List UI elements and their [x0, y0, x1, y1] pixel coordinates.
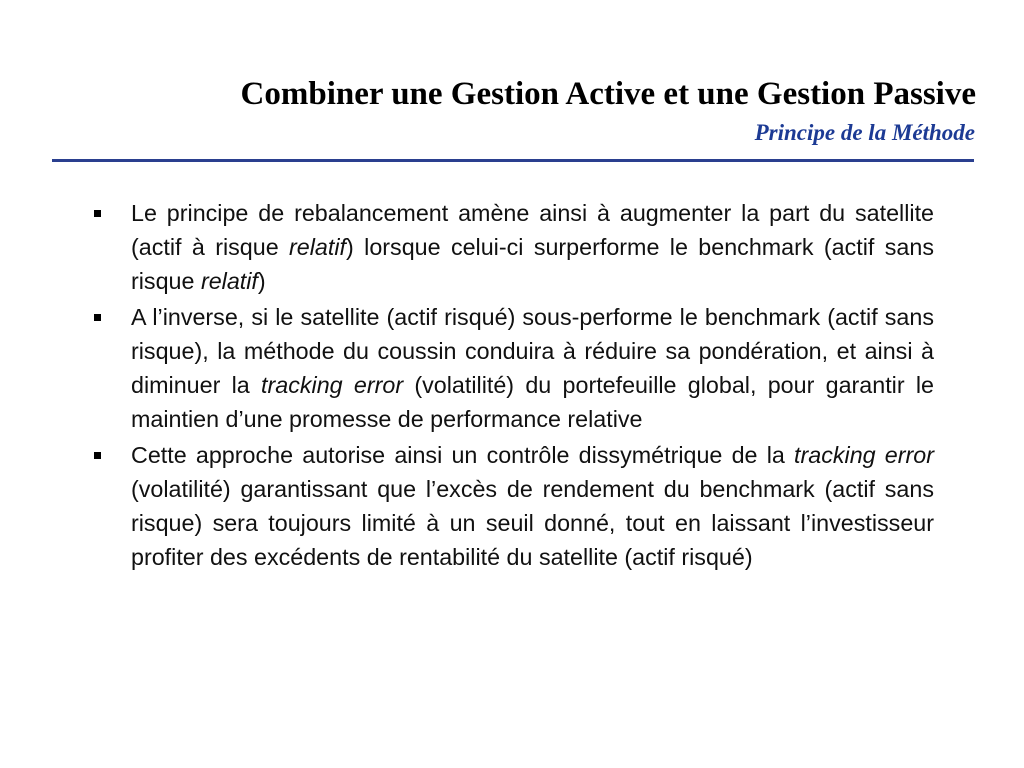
bullet-text-emphasis: tracking error [261, 372, 404, 398]
square-bullet-icon [94, 314, 101, 321]
slide-subtitle: Principe de la Méthode [754, 120, 975, 145]
bullet-text-emphasis: relatif [289, 234, 347, 260]
bullet-list [131, 196, 934, 576]
slide-title: Combiner une Gestion Active et une Gestion Passive [240, 76, 976, 112]
title-divider [52, 159, 974, 162]
bullet-item [131, 300, 934, 436]
bullet-text-segment: ) [257, 268, 266, 294]
bullet-text-segment: A l’inverse, si le satellite (actif risqué) sous-performe le benchmark (actif sans risque), la méthode du coussin conduira à réduire sa pondération, et ainsi à diminuer la [131, 304, 934, 398]
bullet-item [131, 438, 934, 574]
bullet-text-emphasis: tracking error [794, 442, 934, 468]
bullet-text-segment: (volatilité) du portefeuille global, pour garantir le maintien d’une promesse de performance relative [131, 372, 935, 432]
bullet-text-segment: Le principe de rebalancement amène ainsi à augmenter la part du satellite (actif à risque [131, 200, 934, 260]
bullet-text-segment: ) lorsque celui-ci surperforme le benchmark (actif sans risque [131, 234, 934, 294]
bullet-text-segment: (volatilité) garantissant que l’excès de rendement du benchmark (actif sans risque) sera toujours limité à un seuil donné, tout en laissant l’investisseur profiter des excédents de rentabilité du satellite (actif risqué) [131, 476, 934, 570]
bullet-item [131, 196, 934, 298]
square-bullet-icon [94, 210, 101, 217]
bullet-text-segment: Cette approche autorise ainsi un contrôle dissymétrique de la [131, 442, 795, 468]
bullet-text-emphasis: relatif [200, 268, 258, 294]
square-bullet-icon [94, 452, 101, 459]
